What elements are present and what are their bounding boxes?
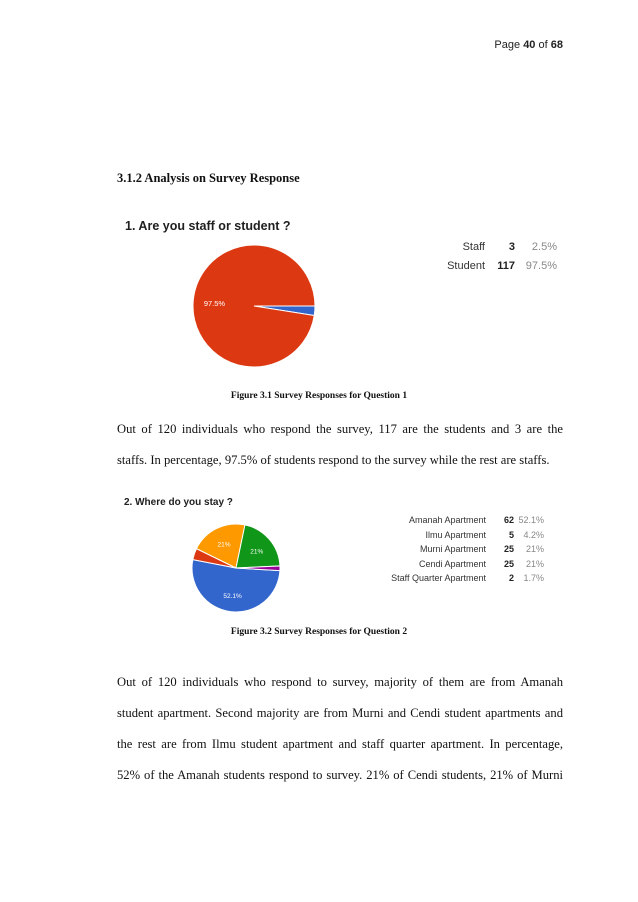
slice-label-amanah-apartment: 52.1% <box>223 593 242 601</box>
legend-percent: 97.5% <box>525 260 557 272</box>
chart-staff-or-student <box>117 215 577 375</box>
legend-count: 117 <box>497 260 515 272</box>
paragraph-question-2 <box>117 667 563 791</box>
legend-row-cendi-apartment <box>117 559 577 574</box>
page-current: 40 <box>523 39 536 51</box>
legend-label: Murni Apartment <box>419 544 486 555</box>
legend-label: Cendi Apartment <box>418 558 486 569</box>
slice-label-murni-apartment: 21% <box>217 541 231 549</box>
slice-label-cendi-apartment: 21% <box>250 548 264 556</box>
legend-row-staff-quarter-apartment <box>117 573 577 588</box>
legend-row-amanah-apartment <box>117 515 577 530</box>
legend-count: 25 <box>503 558 514 569</box>
legend-percent: 52.1% <box>518 515 544 525</box>
legend-percent: 1.7% <box>523 573 544 584</box>
paragraph-question-1 <box>117 414 563 476</box>
figure-caption: Figure 3.2 Survey Responses for Question 2 <box>230 627 408 637</box>
legend-percent: 2.5% <box>531 241 557 253</box>
legend-count: 25 <box>503 544 514 555</box>
pie-chart <box>117 215 577 375</box>
page-prefix: Page <box>494 39 521 51</box>
page-of: of <box>538 39 548 51</box>
section-heading: 3.1.2 Analysis on Survey Response <box>117 171 300 185</box>
paragraph-line: Out of 120 individuals who respond to survey, majority of them are from Amanah <box>117 675 563 689</box>
legend-label: Ilmu Apartment <box>425 529 486 540</box>
legend-label: Staff Quarter Apartment <box>391 573 486 584</box>
legend-count: 5 <box>508 529 514 540</box>
paragraph-line: student apartment. Second majority are from Murni and Cendi student apartments and <box>117 706 563 720</box>
legend-percent: 21% <box>525 558 544 569</box>
paragraph-line: staffs. In percentage, 97.5% of students respond to the survey while the rest are staffs. <box>117 453 550 467</box>
legend-count: 3 <box>508 241 515 253</box>
legend-label: Amanah Apartment <box>408 515 486 525</box>
page-number <box>494 39 563 51</box>
legend-row-ilmu-apartment <box>117 530 577 545</box>
legend-count: 62 <box>503 515 514 525</box>
legend-row-student <box>117 260 577 279</box>
figure-caption: Figure 3.1 Survey Responses for Question 1 <box>230 391 408 401</box>
legend-row-staff <box>117 241 577 260</box>
paragraph-line: Out of 120 individuals who respond the survey, 117 are the students and 3 are the <box>117 422 563 436</box>
paragraph-line: 52% of the Amanah students respond to survey. 21% of Cendi students, 21% of Murni <box>117 768 563 782</box>
chart-title: 1. Are you staff or student ? <box>125 219 291 233</box>
chart-title: 2. Where do you stay ? <box>124 497 233 508</box>
paragraph-line: the rest are from Ilmu student apartment and staff quarter apartment. In percentage, <box>117 737 563 751</box>
chart-where-do-you-stay <box>117 495 577 615</box>
legend-count: 2 <box>508 573 514 584</box>
page-total: 68 <box>550 39 563 51</box>
legend-label: Staff <box>462 241 485 253</box>
legend-row-murni-apartment <box>117 544 577 559</box>
slice-label-student: 97.5% <box>203 298 226 308</box>
legend-percent: 21% <box>525 544 544 555</box>
legend-percent: 4.2% <box>523 529 544 540</box>
legend-label: Student <box>447 260 485 272</box>
